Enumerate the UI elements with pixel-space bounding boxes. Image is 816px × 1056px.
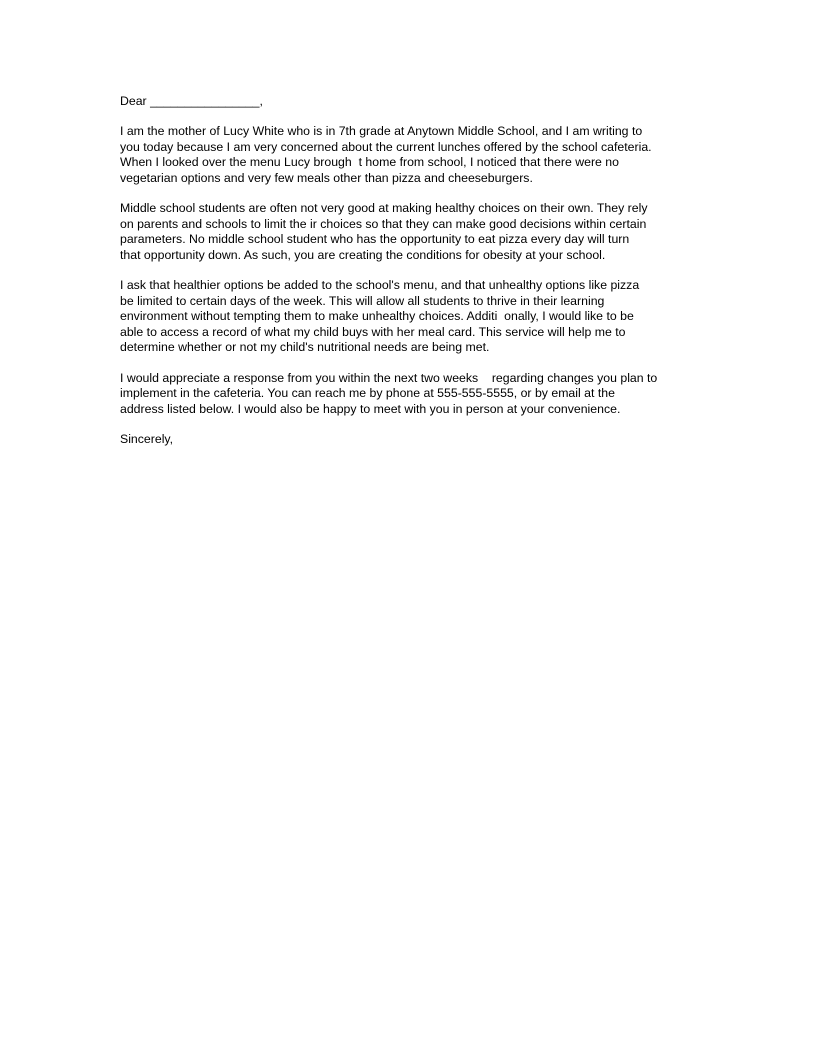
text-line: able to access a record of what my child buys with her meal card. This service will help me to	[120, 324, 626, 339]
letter-body	[120, 94, 700, 448]
text-line: I am the mother of Lucy White who is in 7th grade at Anytown Middle School, and I am writing to	[120, 124, 643, 139]
text-line: environment without tempting them to make unhealthy choices. Additi onally, I would like to be	[120, 309, 634, 324]
text-line: When I looked over the menu Lucy brough t home from school, I noticed that there were no	[120, 155, 619, 170]
paragraph-4	[120, 371, 700, 417]
text-line: implement in the cafeteria. You can reach me by phone at 555-555-5555, or by email at the	[120, 386, 615, 401]
text-line: I would appreciate a response from you within the next two weeks regarding changes you plan to	[120, 370, 658, 385]
paragraph-1	[120, 124, 700, 186]
text-line: parameters. No middle school student who has the opportunity to eat pizza every day will turn	[120, 232, 630, 247]
text-line: determine whether or not my child's nutritional needs are being met.	[120, 340, 490, 355]
closing: Sincerely,	[120, 432, 174, 447]
paragraph-2	[120, 201, 700, 263]
text-line: I ask that healthier options be added to the school's menu, and that unhealthy options like pizza	[120, 278, 640, 293]
text-line: that opportunity down. As such, you are creating the conditions for obesity at your school.	[120, 247, 606, 262]
text-line: address listed below. I would also be happy to meet with you in person at your convenience.	[120, 401, 621, 416]
paragraph-3	[120, 278, 700, 355]
text-line: on parents and schools to limit the ir choices so that they can make good decisions within certain	[120, 216, 647, 231]
text-line: you today because I am very concerned about the current lunches offered by the school cafeteria.	[120, 139, 652, 154]
salutation: Dear ________________,	[120, 94, 263, 108]
text-line: Middle school students are often not very good at making healthy choices on their own. They rely	[120, 201, 648, 216]
text-line: be limited to certain days of the week. This will allow all students to thrive in their learning	[120, 293, 605, 308]
text-line: vegetarian options and very few meals other than pizza and cheeseburgers.	[120, 170, 533, 185]
